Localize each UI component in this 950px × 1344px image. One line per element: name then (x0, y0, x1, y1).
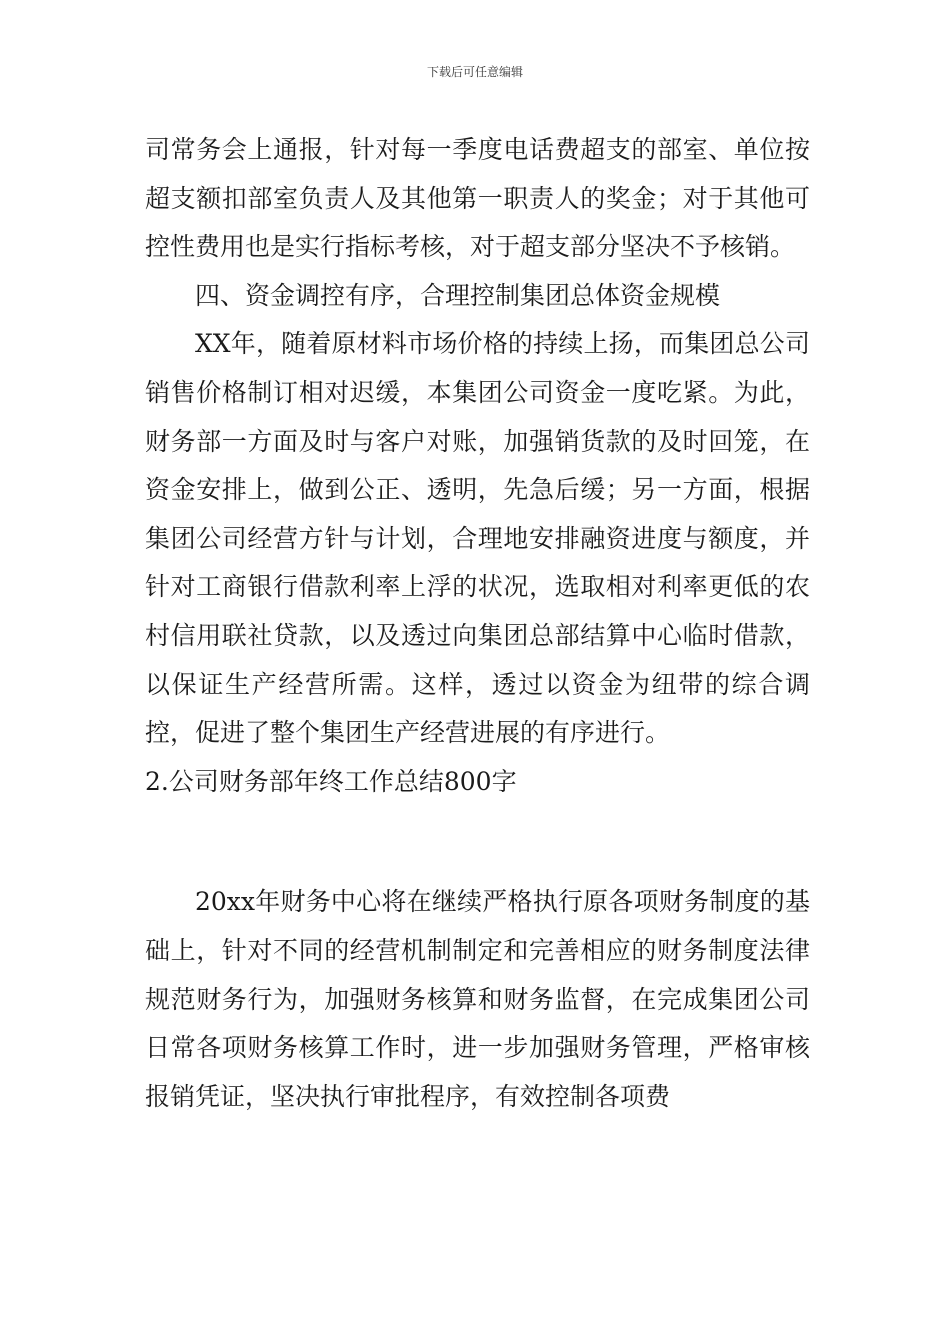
paragraph-finance-plan: 20xx年财务中心将在继续严格执行原各项财务制度的基础上，针对不同的经营机制制定和完善相应的财务制度法律规范财务行为，加强财务核算和财务监督，在完成集团公司日常各项财务核算工作时，进一步加强财务管理，严格审核报销凭证，坚决执行审批程序，有效控制各项费 (145, 887, 810, 1111)
section-title: 2.公司财务部年终工作总结800字 (145, 766, 517, 796)
document-body (145, 126, 810, 1121)
header-note: 下载后可任意编辑 (426, 65, 523, 79)
paragraph-fund-control: XX年，随着原材料市场价格的持续上扬，而集团总公司销售价格制订相对迟缓，本集团公司资金一度吃紧。为此，财务部一方面及时与客户对账，加强销货款的及时回笼，在资金安排上，做到公正、透明，先急后缓；另一方面，根据集团公司经营方针与计划，合理地安排融资进度与额度，并针对工商银行借款利率上浮的状况，选取相对利率更低的农村信用联社贷款，以及透过向集团总部结算中心临时借款，以保证生产经营所需。这样，透过以资金为纽带的综合调控，促进了整个集团生产经营进展的有序进行。 (145, 329, 810, 748)
paragraph-heading-four: 四、资金调控有序，合理控制集团总体资金规模 (195, 280, 721, 310)
blank-gap (145, 806, 810, 878)
paragraph-expense-control: 司常务会上通报，针对每一季度电话费超支的部室、单位按超支额扣部室负责人及其他第一职责人的奖金；对于其他可控性费用也是实行指标考核，对于超支部分坚决不予核销。 (145, 135, 810, 262)
